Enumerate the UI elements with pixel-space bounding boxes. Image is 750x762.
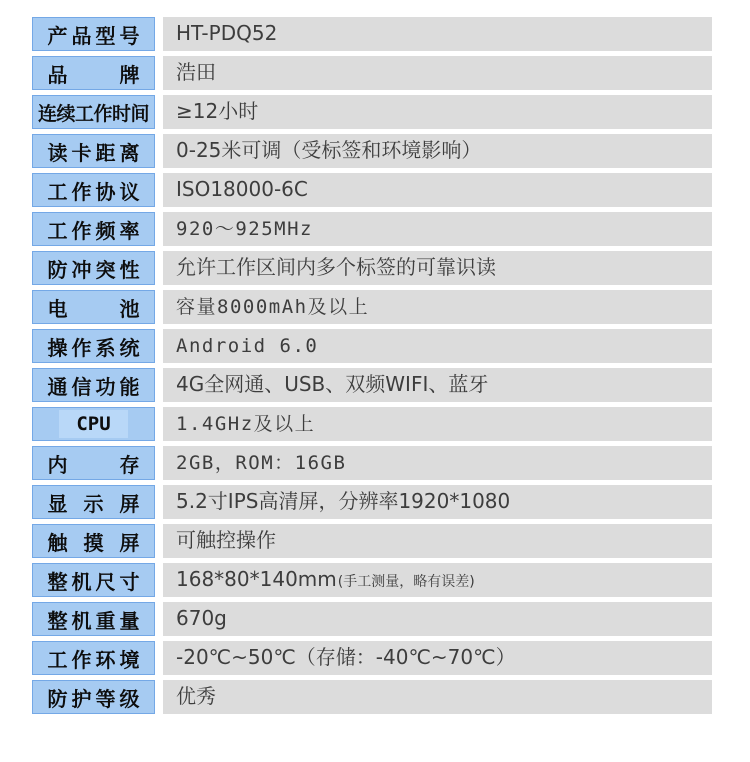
- spec-label-cell: [32, 524, 155, 558]
- spec-row: [32, 485, 712, 519]
- spec-row: [32, 524, 712, 558]
- spec-row: [32, 95, 712, 129]
- spec-label-cell: [32, 641, 155, 675]
- spec-row: [32, 446, 712, 480]
- spec-label: 工作频率: [47, 218, 140, 243]
- spec-value: 5.2寸IPS高清屏，分辨率1920*1080: [176, 489, 511, 513]
- spec-value: 920～925MHz: [176, 218, 313, 240]
- spec-value: 4G全网通、USB、双频WIFI、蓝牙: [176, 372, 489, 396]
- spec-row: [32, 368, 712, 402]
- spec-label: 通信功能: [47, 374, 140, 399]
- spec-row: [32, 602, 712, 636]
- spec-value-cell: [163, 134, 712, 168]
- spec-value-cell: [163, 602, 712, 636]
- spec-value: 可触控操作: [176, 528, 276, 552]
- spec-value-cell: [163, 95, 712, 129]
- spec-value-cell: [163, 368, 712, 402]
- spec-value: ≥12小时: [176, 99, 259, 123]
- spec-label-cell: [32, 563, 155, 597]
- spec-label: 读卡距离: [47, 140, 140, 165]
- spec-label: 工作协议: [47, 179, 140, 204]
- spec-row: [32, 212, 712, 246]
- spec-value: HT-PDQ52: [176, 21, 278, 45]
- spec-value-cell: [163, 407, 712, 441]
- spec-label-cell: [32, 134, 155, 168]
- spec-value: 670g: [176, 606, 227, 630]
- spec-label-cell: [32, 602, 155, 636]
- spec-value: ISO18000-6C: [176, 177, 308, 201]
- spec-value-cell: [163, 641, 712, 675]
- spec-row: [32, 17, 712, 51]
- spec-value: 2GB，ROM：16GB: [176, 452, 347, 474]
- spec-label: 工作环境: [47, 647, 140, 672]
- spec-value-cell: [163, 251, 712, 285]
- spec-label: 触摸屏: [47, 530, 140, 555]
- spec-label: 整机重量: [47, 608, 140, 633]
- spec-label: 防冲突性: [47, 257, 140, 282]
- spec-label-cell: [32, 290, 155, 324]
- spec-table: [32, 17, 712, 719]
- spec-row: [32, 407, 712, 441]
- spec-label-cell: [32, 212, 155, 246]
- spec-value-note: (手工测量，略有误差): [337, 574, 475, 590]
- spec-value: 优秀: [176, 684, 216, 708]
- spec-row: [32, 329, 712, 363]
- spec-value-cell: [163, 524, 712, 558]
- spec-label-cell: [32, 251, 155, 285]
- spec-value-cell: [163, 485, 712, 519]
- spec-label-cell: [32, 680, 155, 714]
- spec-value-cell: [163, 329, 712, 363]
- spec-label-cell: [32, 17, 155, 51]
- spec-value: Android 6.0: [176, 335, 319, 357]
- spec-label-cell: [32, 407, 155, 441]
- spec-label-cell: [32, 56, 155, 90]
- spec-value: 168*80*140mm: [176, 567, 337, 591]
- spec-row: [32, 173, 712, 207]
- spec-label: 连续工作时间: [37, 102, 149, 125]
- spec-value-cell: [163, 680, 712, 714]
- spec-value-cell: [163, 212, 712, 246]
- spec-value: 0-25米可调（受标签和环境影响）: [176, 138, 482, 162]
- spec-value: 允许工作区间内多个标签的可靠识读: [176, 255, 496, 279]
- spec-row: [32, 680, 712, 714]
- spec-value: -20℃~50℃（存储：-40℃~70℃）: [176, 645, 516, 669]
- spec-value-cell: [163, 563, 712, 597]
- spec-label: 产品型号: [47, 23, 140, 48]
- spec-value-cell: [163, 56, 712, 90]
- spec-label-cell: [32, 329, 155, 363]
- spec-row: [32, 56, 712, 90]
- spec-row: [32, 290, 712, 324]
- spec-label-cell: [32, 95, 155, 129]
- spec-label: 品牌: [47, 62, 140, 87]
- spec-row: [32, 251, 712, 285]
- spec-row: [32, 134, 712, 168]
- spec-label-cell: [32, 173, 155, 207]
- spec-value-cell: [163, 17, 712, 51]
- spec-value-cell: [163, 173, 712, 207]
- spec-value: 浩田: [176, 60, 216, 84]
- spec-label: 内存: [47, 452, 140, 477]
- spec-value-cell: [163, 446, 712, 480]
- spec-value: 1.4GHz及以上: [176, 413, 316, 435]
- spec-value-cell: [163, 290, 712, 324]
- spec-row: [32, 563, 712, 597]
- spec-label-cell: [32, 368, 155, 402]
- spec-label: 电池: [47, 296, 140, 321]
- spec-label: 整机尺寸: [47, 569, 140, 594]
- spec-label: CPU: [59, 410, 127, 438]
- spec-value: 容量8000mAh及以上: [176, 296, 370, 318]
- spec-label-cell: [32, 446, 155, 480]
- spec-label: 操作系统: [47, 335, 140, 360]
- spec-label: 显示屏: [47, 491, 140, 516]
- spec-row: [32, 641, 712, 675]
- spec-label: 防护等级: [47, 686, 140, 711]
- spec-label-cell: [32, 485, 155, 519]
